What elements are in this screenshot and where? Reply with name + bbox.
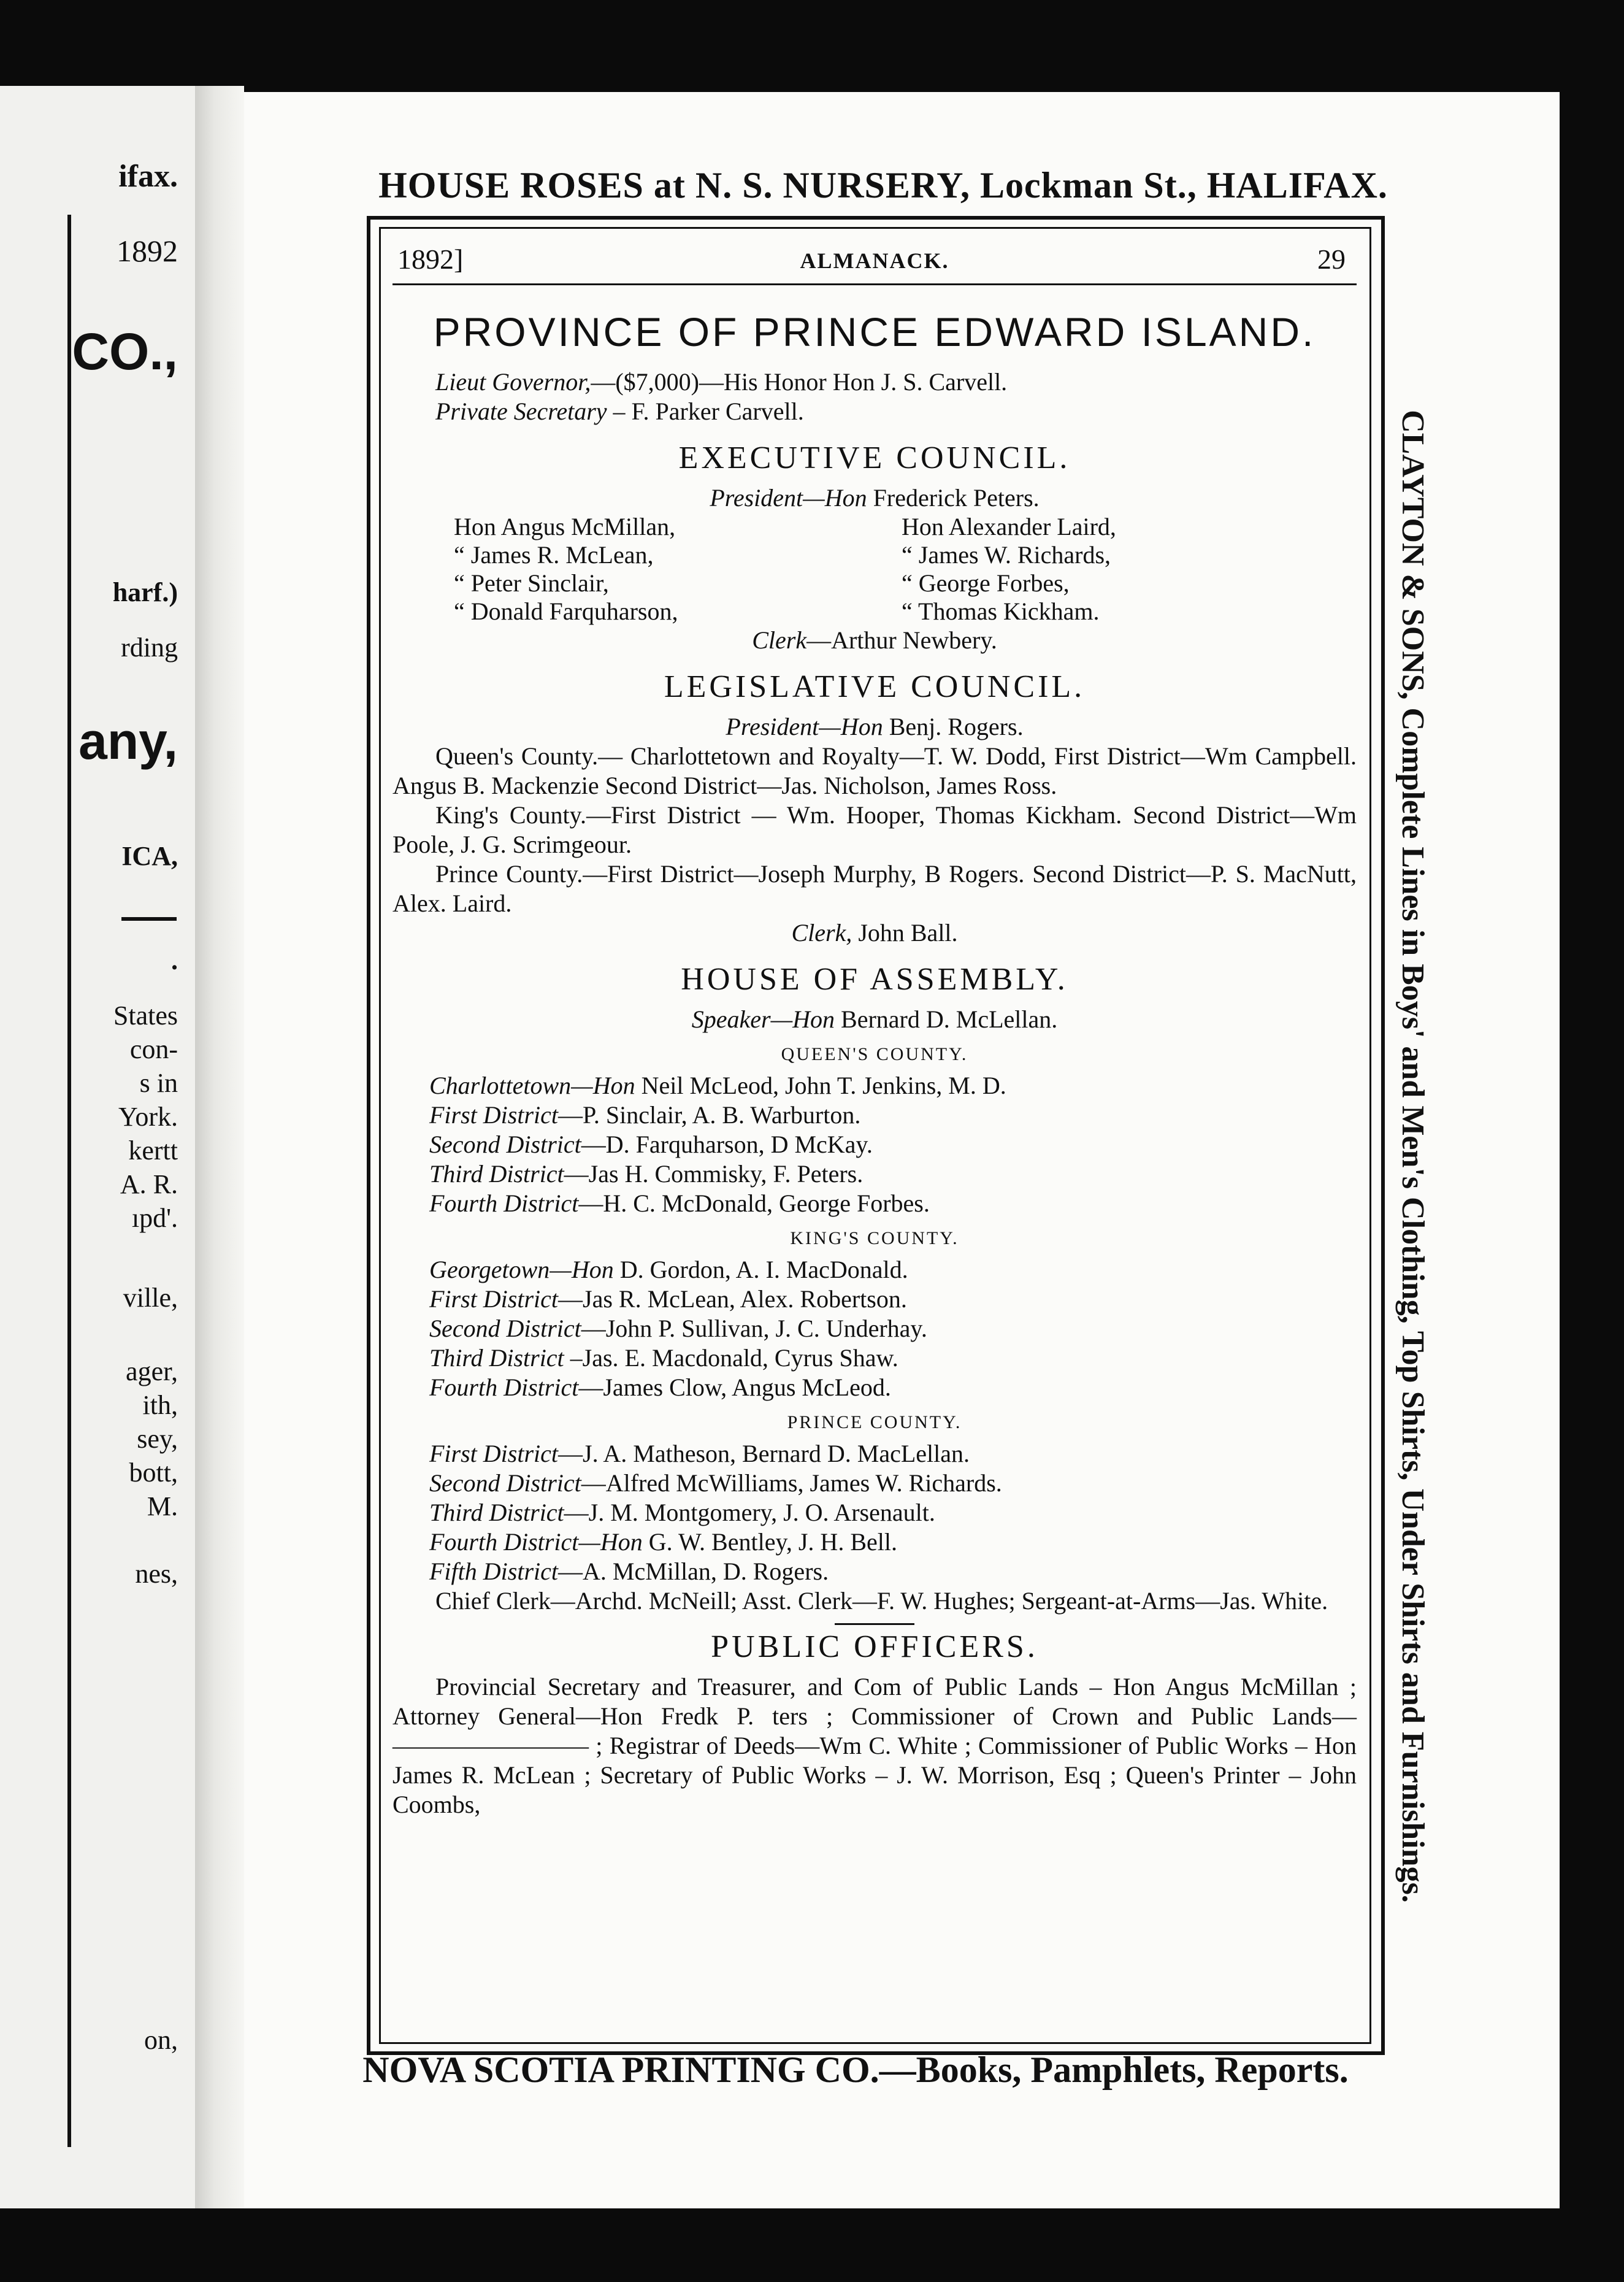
district-members: —James Clow, Angus McLeod. — [578, 1373, 891, 1401]
left-page-fragment: States — [113, 1001, 178, 1031]
left-page-fragment: ith, — [142, 1390, 178, 1420]
running-head-title: ALMANACK. — [800, 248, 949, 273]
district-line — [429, 1527, 1357, 1557]
role-value: —Arthur Newbery. — [806, 626, 997, 654]
executive-council-title: EXECUTIVE COUNCIL. — [678, 440, 1071, 475]
legislative-president-line — [393, 712, 1357, 742]
district-members: —D. Farquharson, D McKay. — [581, 1131, 873, 1158]
district-members: D. Gordon, A. I. MacDonald. — [613, 1256, 908, 1283]
council-member: “ George Forbes, — [902, 569, 1070, 597]
province-title: PROVINCE OF PRINCE EDWARD ISLAND. — [433, 309, 1316, 355]
left-page-fragment: s in — [139, 1068, 178, 1098]
district-members: G. W. Bentley, J. H. Bell. — [642, 1528, 897, 1556]
council-member: Hon Angus McMillan, — [454, 513, 676, 540]
council-member: “ Peter Sinclair, — [454, 569, 609, 597]
left-page-fragment: bott, — [129, 1458, 178, 1488]
district-members: —Jas R. McLean, Alex. Robertson. — [558, 1285, 907, 1313]
prince-county-heading: PRINCE COUNTY. — [787, 1412, 962, 1432]
district-line — [429, 1343, 1357, 1373]
district-members: —John P. Sullivan, J. C. Underhay. — [581, 1315, 927, 1342]
council-member: “ James R. McLean, — [454, 541, 654, 569]
left-page-fragment: nes, — [135, 1559, 178, 1589]
district-line — [429, 1285, 1357, 1314]
left-page-fragment: A. R. — [120, 1169, 178, 1199]
district-line — [429, 1314, 1357, 1343]
role-value: Bernard D. McLellan. — [835, 1005, 1058, 1033]
council-member: “ Thomas Kickham. — [902, 597, 1100, 625]
district-label: Second District — [429, 1315, 581, 1342]
left-page-fragment: on, — [144, 2025, 178, 2055]
left-page-fragment: CO., — [72, 323, 178, 380]
running-head-year: 1892] — [397, 244, 464, 275]
assembly-clerks: Chief Clerk—Archd. McNeill; Asst. Clerk—F. W. Hughes; Sergeant-at-Arms—Jas. White. — [435, 1587, 1328, 1615]
role-value: John Ball. — [852, 919, 958, 947]
district-line — [429, 1557, 1357, 1586]
executive-clerk-line — [393, 626, 1357, 655]
legislative-kings-county: King's County.—First District — Wm. Hooper, Thomas Kickham. Second District—Wm Poole, J. G. Scrimgeour. — [393, 801, 1357, 858]
left-page-fragment: ICA, — [121, 841, 178, 871]
district-line — [429, 1373, 1357, 1402]
almanack-page-content — [393, 240, 1357, 2032]
prince-county-members — [393, 1439, 1357, 1586]
role-value: —($7,000)—His Honor Hon J. S. Carvell. — [591, 368, 1008, 396]
role-value: Benj. Rogers. — [883, 713, 1024, 740]
district-members: —A. McMillan, D. Rogers. — [558, 1558, 829, 1585]
district-label: Fourth District — [429, 1373, 579, 1401]
house-of-assembly-title: HOUSE OF ASSEMBLY. — [681, 962, 1068, 997]
speaker-line — [393, 1005, 1357, 1034]
lieut-governor-line — [393, 367, 1357, 397]
council-member: “ Donald Farquharson, — [454, 597, 678, 625]
district-line — [429, 1101, 1357, 1130]
role-label: Private Secretary — [435, 398, 607, 425]
district-label: Fourth District—Hon — [429, 1528, 643, 1556]
left-page-fragment: ifax. — [118, 159, 178, 194]
district-members: —J. A. Matheson, Bernard D. MacLellan. — [558, 1440, 970, 1467]
left-page-fragment: any, — [79, 712, 178, 770]
left-page-fragment: ıpd'. — [131, 1203, 178, 1233]
district-label: First District — [429, 1101, 559, 1129]
left-page-fragment: ager, — [126, 1356, 178, 1386]
role-value: – F. Parker Carvell. — [607, 398, 804, 425]
legislative-council-title: LEGISLATIVE COUNCIL. — [664, 669, 1086, 704]
district-label: First District — [429, 1285, 559, 1313]
role-label: President—Hon — [710, 484, 867, 512]
district-label: Second District — [429, 1131, 581, 1158]
role-label: Lieut Governor, — [435, 368, 591, 396]
left-page-border — [0, 215, 71, 2147]
district-line — [429, 1498, 1357, 1527]
role-value: Frederick Peters. — [867, 484, 1040, 512]
district-label: Third District — [429, 1499, 564, 1526]
executive-president-line — [393, 483, 1357, 513]
council-member: “ James W. Richards, — [902, 541, 1111, 569]
left-page-fragment: M. — [147, 1491, 178, 1521]
district-line — [429, 1130, 1357, 1159]
executive-members — [393, 513, 1357, 626]
left-page-fragment: kertt — [128, 1135, 178, 1166]
left-page-fragment: York. — [118, 1102, 178, 1132]
section-divider — [835, 1623, 914, 1625]
left-page-fragment: . — [171, 945, 178, 975]
left-facing-page — [0, 86, 195, 2208]
role-label: Clerk, — [791, 919, 852, 947]
district-line — [429, 1159, 1357, 1189]
district-label: Third District — [429, 1344, 564, 1372]
role-label: Clerk — [752, 626, 807, 654]
district-members: —Jas H. Commisky, F. Peters. — [564, 1160, 864, 1188]
district-members: —H. C. McDonald, George Forbes. — [578, 1189, 930, 1217]
district-members: —Alfred McWilliams, James W. Richards. — [581, 1469, 1002, 1497]
running-head — [393, 240, 1357, 285]
district-label: First District — [429, 1440, 559, 1467]
district-line — [429, 1439, 1357, 1469]
district-line — [429, 1071, 1357, 1101]
district-members: —J. M. Montgomery, J. O. Arsenault. — [564, 1499, 935, 1526]
side-advertisement: CLAYTON & SONS, Complete Lines in Boys' and Men's Clothing, Top Shirts, Under Shirts and Furnishings. — [1395, 410, 1430, 1903]
district-line — [429, 1469, 1357, 1498]
queens-county-members — [393, 1071, 1357, 1218]
legislative-queens-county: Queen's County.— Charlottetown and Royalty—T. W. Dodd, First District—Wm Campbell. Angus B. Mackenzie Second District—Jas. Nicholson, James Ross. — [393, 742, 1357, 799]
district-label: Fifth District — [429, 1558, 558, 1585]
left-page-fragment: rding — [121, 632, 178, 663]
public-officers-title: PUBLIC OFFICERS. — [711, 1629, 1038, 1664]
district-members: Neil McLeod, John T. Jenkins, M. D. — [635, 1072, 1006, 1099]
left-page-fragment: con- — [129, 1034, 178, 1064]
left-page-year: 1892 — [117, 234, 178, 268]
private-secretary-line — [393, 397, 1357, 426]
district-label: Fourth District — [429, 1189, 579, 1217]
header-advertisement: HOUSE ROSES at N. S. NURSERY, Lockman St., HALIFAX. — [378, 165, 1388, 206]
left-page-rule — [121, 917, 177, 921]
left-page-fragment: ville, — [123, 1283, 178, 1313]
kings-county-members — [393, 1255, 1357, 1402]
district-members: —P. Sinclair, A. B. Warburton. — [558, 1101, 861, 1129]
district-label: Third District — [429, 1160, 564, 1188]
district-members: –Jas. E. Macdonald, Cyrus Shaw. — [564, 1344, 898, 1372]
queens-county-heading: QUEEN'S COUNTY. — [781, 1044, 968, 1064]
page-number: 29 — [1317, 244, 1346, 275]
legislative-clerk-line — [393, 918, 1357, 948]
district-label: Charlottetown—Hon — [429, 1072, 635, 1099]
district-line — [429, 1255, 1357, 1285]
role-label: President—Hon — [726, 713, 883, 740]
council-member: Hon Alexander Laird, — [902, 513, 1116, 540]
book-gutter — [195, 86, 244, 2208]
role-label: Speaker—Hon — [691, 1005, 835, 1033]
legislative-prince-county: Prince County.—First District—Joseph Murphy, B Rogers. Second District—P. S. MacNutt, Alex. Laird. — [393, 860, 1357, 917]
district-label: Second District — [429, 1469, 581, 1497]
district-line — [429, 1189, 1357, 1218]
public-officers-text: Provincial Secretary and Treasurer, and Com of Public Lands – Hon Angus McMillan ; Attorney General—Hon Fredk P. ters ; Commissioner of Crown and Public Lands— ———————— ; Registrar of Deeds—Wm C. White ; Commissioner of Public Works – Hon James R. McLean ; Secretary of Public Works – J. W. Morrison, Esq ; Queen's Printer – John Coombs, — [393, 1673, 1357, 1818]
district-label: Georgetown—Hon — [429, 1256, 614, 1283]
left-page-fragment: harf.) — [112, 577, 178, 607]
kings-county-heading: KING'S COUNTY. — [790, 1228, 959, 1248]
footer-advertisement: NOVA SCOTIA PRINTING CO.—Books, Pamphlets, Reports. — [362, 2050, 1349, 2090]
left-page-fragment: sey, — [137, 1424, 178, 1454]
